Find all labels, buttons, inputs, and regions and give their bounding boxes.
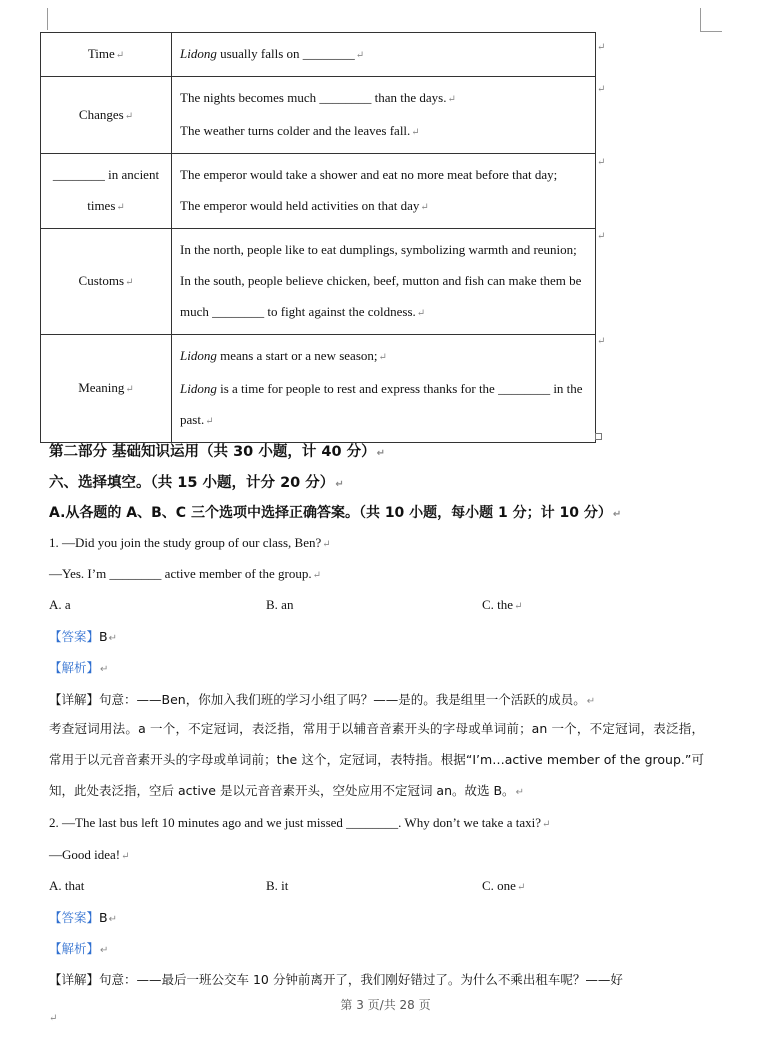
table-row-time	[41, 33, 596, 77]
q2-line2: —Good idea!↵	[49, 847, 130, 862]
q2-option-c: C. one↵	[482, 878, 526, 893]
q1-line2: —Yes. I’m ________ active member of the group.↵	[49, 566, 321, 581]
row-end-mark: ↵	[597, 231, 606, 242]
row-content: Lidong means a start or a new season;↵ Lidong is a time for people to rest and express thanks for the ________ in the past.↵	[172, 335, 596, 443]
row-label: Customs↵	[41, 229, 172, 335]
q2-detail: 【详解】句意：——最后一班公交车 10 分钟前离开了，我们刚好错过了。为什么不乘出租车呢？——好	[49, 972, 623, 987]
lidong-info-table	[40, 32, 596, 443]
q1-line1: 1. —Did you join the study group of our class, Ben?↵	[49, 535, 331, 550]
row-content: The emperor would take a shower and eat no more meat before that day; The emperor would held activities on that day↵	[172, 154, 596, 229]
row-label: Meaning↵	[41, 335, 172, 443]
q1-explanation: 考查冠词用法。a 一个，不定冠词，表泛指，常用于以辅音音素开头的字母或单词前；an 一个，不定冠词，表泛指，常用于以元音音素开头的字母或单词前；the 这个，定冠词，表特指。根据“I’m…active member of the group.”可知，此处表泛指，空后 active 是以元音音素开头，空处应用不定冠词 an。故选 B。↵	[49, 721, 704, 798]
q2-answer: 【答案】B↵	[49, 910, 117, 925]
q2-option-b: B. it	[266, 878, 289, 893]
sectionA-heading: A.从各题的 A、B、C 三个选项中选择正确答案。（共 10 小题，每小题 1 分；计 10 分）↵	[49, 505, 622, 521]
q1-option-c: C. the↵	[482, 597, 523, 612]
crop-mark-top-right-horizontal	[700, 31, 722, 32]
section6-heading: 六、选择填空。（共 15 小题，计分 20 分）↵	[49, 475, 344, 491]
row-content: In the north, people like to eat dumplings, symbolizing warmth and reunion; In the south, people believe chicken, beef, mutton and fish can make them be much ________ to fight against the coldness.↵	[172, 229, 596, 335]
row-content: The nights becomes much ________ than the days.↵ The weather turns colder and the leaves fall.↵	[172, 77, 596, 154]
q1-analysis-label: 【解析】↵	[49, 660, 109, 675]
q2-option-a: A. that	[49, 878, 85, 893]
q1-detail: 【详解】句意：——Ben，你加入我们班的学习小组了吗？——是的。我是组里一个活跃的成员。↵	[49, 692, 596, 707]
crop-mark-top-left	[47, 8, 48, 30]
row-end-mark: ↵	[597, 84, 606, 95]
row-label: ________ in ancient times↵	[41, 154, 172, 229]
paragraph-mark: ↵	[49, 1013, 58, 1024]
row-end-mark: ↵	[597, 336, 606, 347]
table-row-changes	[41, 77, 596, 154]
crop-mark-top-right	[700, 8, 701, 32]
q1-option-b: B. an	[266, 597, 294, 612]
q2-analysis-label: 【解析】↵	[49, 941, 109, 956]
section2-heading: 第二部分 基础知识运用（共 30 小题，计 40 分）↵	[49, 444, 385, 460]
table-resize-handle[interactable]	[595, 433, 602, 440]
row-label: Time↵	[41, 33, 172, 77]
table-row-customs	[41, 229, 596, 335]
q1-answer: 【答案】B↵	[49, 629, 117, 644]
table-row-meaning	[41, 335, 596, 443]
row-end-mark: ↵	[597, 42, 606, 53]
q1-option-a: A. a	[49, 597, 71, 612]
table-row-ancient-times	[41, 154, 596, 229]
page-footer: 第 3 页/共 28 页	[340, 998, 431, 1012]
q2-line1: 2. —The last bus left 10 minutes ago and we just missed ________. Why don’t we take a taxi?↵	[49, 815, 551, 830]
row-label: Changes↵	[41, 77, 172, 154]
row-content: Lidong usually falls on ________↵	[172, 33, 596, 77]
row-end-mark: ↵	[597, 157, 606, 168]
